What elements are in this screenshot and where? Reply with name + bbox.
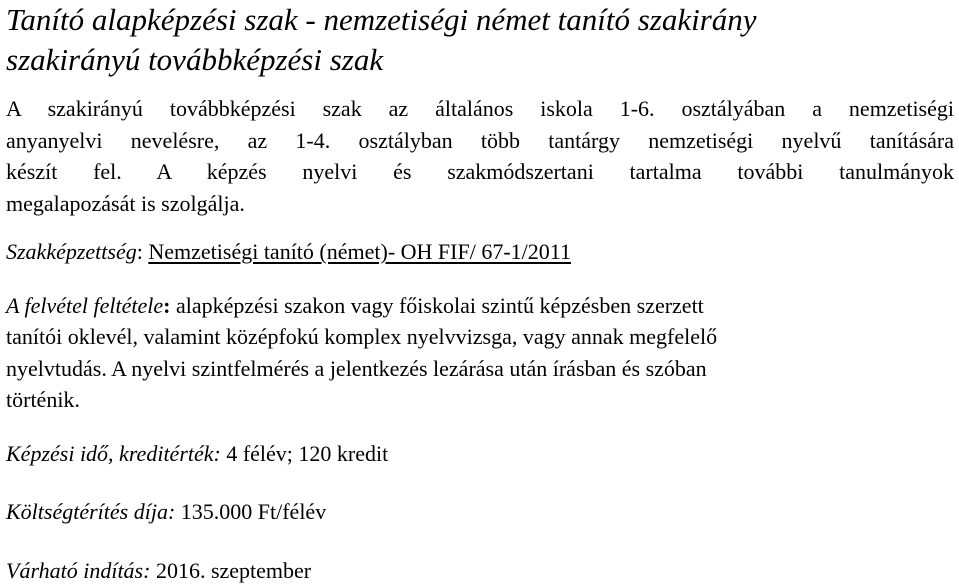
fee-label: Költségtérítés díja:: [6, 499, 176, 524]
page-title-line-1: Tanító alapképzési szak - nemzetiségi német tanító szakirány: [6, 2, 757, 37]
admission-line-2: tanítói oklevél, valamint középfokú komplex nyelvvizsga, vagy annak megfelelő: [6, 324, 718, 349]
intro-line-1: A szakirányú továbbképzési szak az általános iskola 1-6. osztályában a nemzetiségi: [6, 96, 954, 121]
fee-row: [6, 496, 954, 528]
admission-paragraph: [6, 290, 954, 416]
start-row: [6, 555, 954, 586]
duration-row: [6, 438, 954, 470]
start-label: Várható indítás:: [6, 557, 151, 583]
qualification-label: Szakképzettség: [6, 239, 137, 264]
start-value: 2016. szeptember: [150, 557, 312, 583]
intro-paragraph: [6, 93, 954, 219]
duration-label: Képzési idő, kreditérték:: [6, 440, 221, 466]
admission-colon: :: [163, 292, 171, 318]
admission-label: A felvétel feltétele: [6, 292, 164, 318]
document: [6, 0, 954, 586]
qualification-row: [6, 236, 954, 268]
intro-line-2: anyanyelvi nevelésre, az 1-4. osztályban több tantárgy nemzetiségi nyelvű tanítására: [6, 127, 954, 153]
page-title: [6, 0, 954, 80]
intro-line-3: készít fel. A képzés nyelvi és szakmódszertani tartalma további tanulmányok: [6, 159, 954, 184]
admission-line-4: történik.: [6, 387, 80, 412]
admission-text-1: alapképzési szakon vagy főiskolai szintű képzésben szerzett: [170, 292, 704, 318]
qualification-value: Nemzetiségi tanító (német)- OH FIF/ 67-1/2011: [148, 239, 571, 264]
page-title-line-2: szakirányú továbbképzési szak: [6, 42, 384, 77]
qualification-colon: :: [136, 239, 149, 264]
admission-line-1: [6, 290, 954, 322]
admission-line-3: nyelvtudás. A nyelvi szintfelmérés a jelentkezés lezárása után írásban és szóban: [6, 355, 707, 381]
intro-line-4: megalapozását is szolgálja.: [6, 190, 245, 216]
fee-value: 135.000 Ft/félév: [175, 499, 327, 524]
duration-value: 4 félév; 120 kredit: [220, 440, 389, 466]
